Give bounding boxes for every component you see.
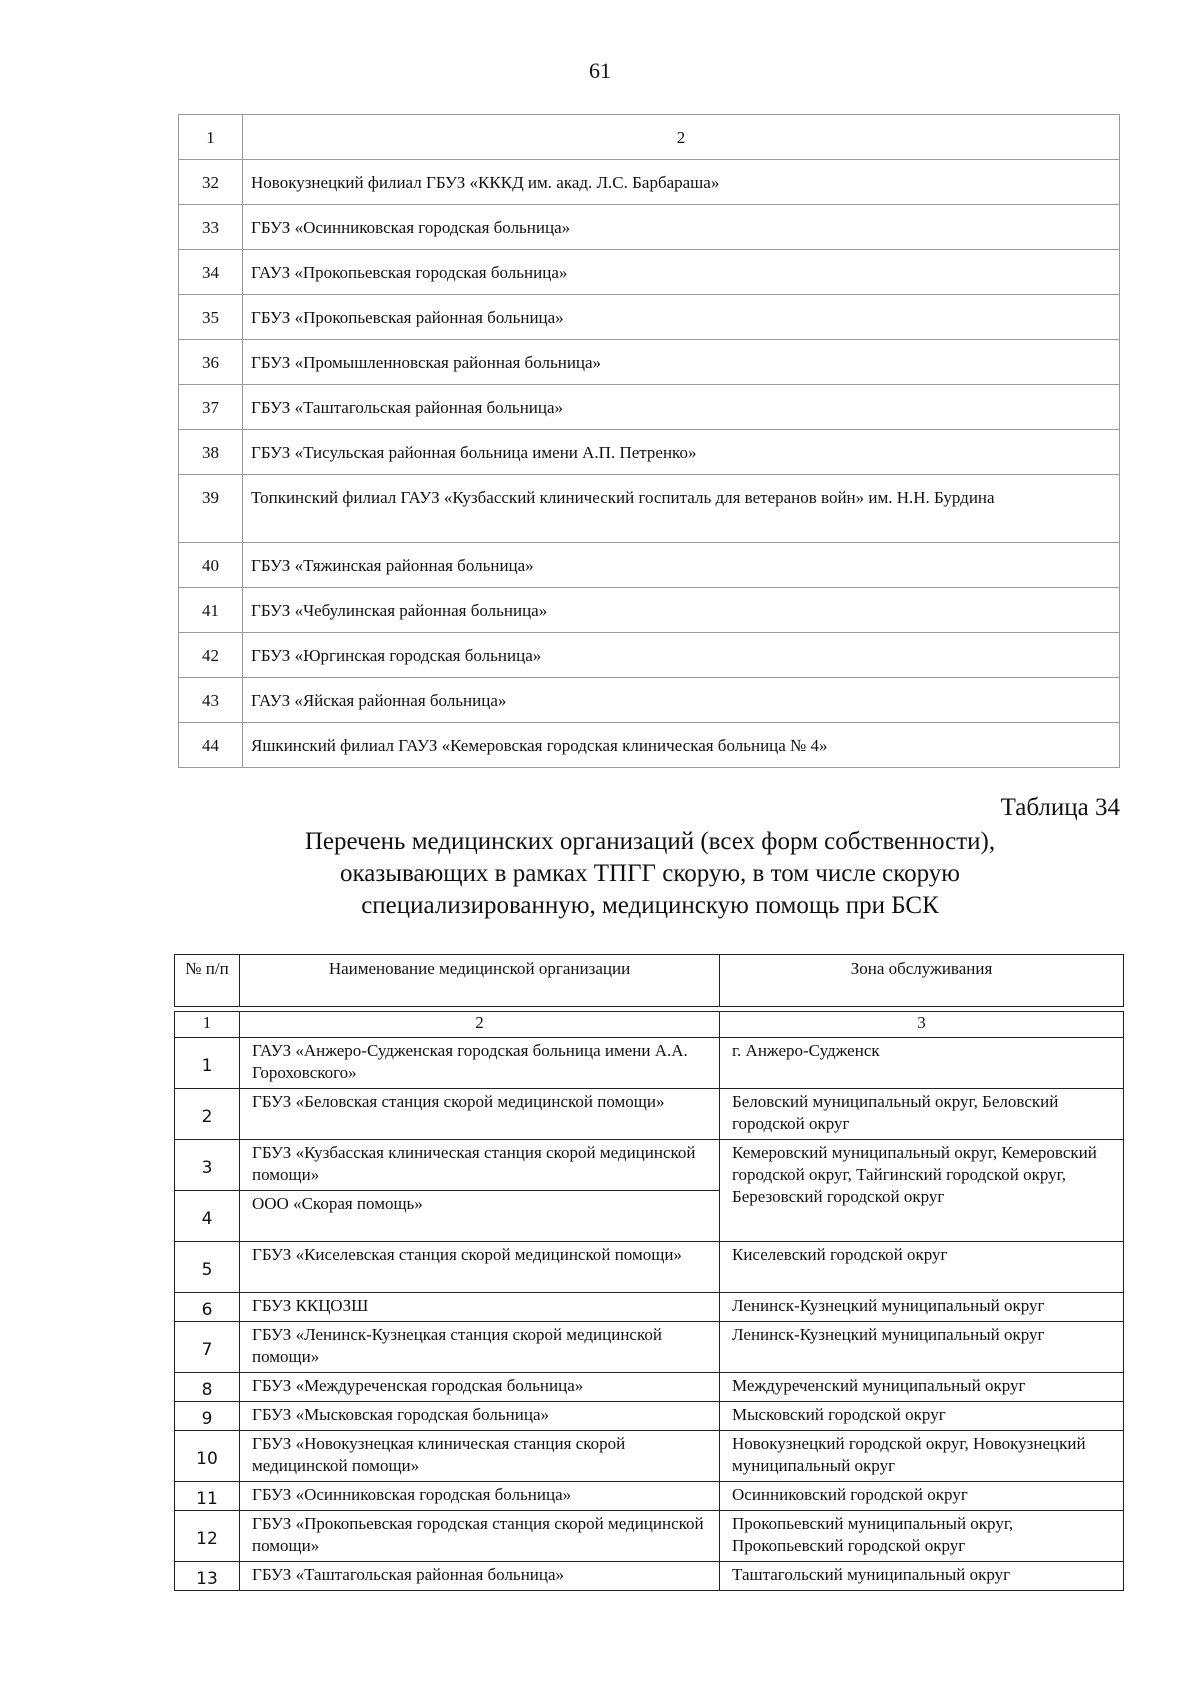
organization-name: Топкинский филиал ГАУЗ «Кузбасский клинический госпиталь для ветеранов войн» им. Н.Н. Бурдина — [243, 475, 1120, 543]
organization-name: ООО «Скорая помощь» — [240, 1191, 720, 1242]
service-zone: г. Анжеро-Судженск — [720, 1038, 1124, 1089]
organization-name: Новокузнецкий филиал ГБУЗ «КККД им. акад. Л.С. Барбараша» — [243, 160, 1120, 205]
row-number: 32 — [179, 160, 243, 205]
row-number: 43 — [179, 678, 243, 723]
row-number: 42 — [179, 633, 243, 678]
organization-name: ГБУЗ «Ленинск-Кузнецкая станция скорой медицинской помощи» — [240, 1322, 720, 1373]
header-service-zone: Зона обслуживания — [720, 955, 1124, 1007]
row-number: 41 — [179, 588, 243, 633]
table-row — [179, 205, 1120, 250]
organization-name: ГБУЗ «Новокузнецкая клиническая станция скорой медицинской помощи» — [240, 1431, 720, 1482]
table-row — [179, 160, 1120, 205]
organization-name: ГАУЗ «Прокопьевская городская больница» — [243, 250, 1120, 295]
table-row — [175, 1562, 1124, 1591]
table-row — [179, 385, 1120, 430]
service-zone: Таштагольский муниципальный округ — [720, 1562, 1124, 1591]
row-number: 44 — [179, 723, 243, 768]
service-zone: Киселевский городской округ — [720, 1242, 1124, 1293]
table-row — [175, 1038, 1124, 1089]
table-row — [179, 543, 1120, 588]
column-number-2: 2 — [240, 1012, 720, 1038]
table-title-line: специализированную, медицинскую помощь при БСК — [361, 892, 939, 919]
table-row — [175, 1242, 1124, 1293]
organization-name: ГБУЗ «Осинниковская городская больница» — [243, 205, 1120, 250]
table-header-row — [179, 115, 1120, 160]
table-row — [175, 1293, 1124, 1322]
row-number: 37 — [179, 385, 243, 430]
table-row — [175, 1511, 1124, 1562]
service-zone: Беловский муниципальный округ, Беловский городской округ — [720, 1089, 1124, 1140]
row-number: 36 — [179, 340, 243, 385]
table-title — [180, 826, 1120, 922]
organization-name: ГБУЗ «Тяжинская районная больница» — [243, 543, 1120, 588]
row-number: 11 — [175, 1482, 240, 1511]
row-number: 1 — [175, 1038, 240, 1089]
organization-name: ГБУЗ «Прокопьевская городская станция скорой медицинской помощи» — [240, 1511, 720, 1562]
table-header-row — [175, 955, 1124, 1007]
organization-name: ГАУЗ «Яйская районная больница» — [243, 678, 1120, 723]
organization-name: ГБУЗ «Чебулинская районная больница» — [243, 588, 1120, 633]
table-title-line: Перечень медицинских организаций (всех форм собственности), — [304, 828, 996, 855]
service-zone: Новокузнецкий городской округ, Новокузнецкий муниципальный округ — [720, 1431, 1124, 1482]
organization-name: ГБУЗ «Юргинская городская больница» — [243, 633, 1120, 678]
service-zone: Ленинск-Кузнецкий муниципальный округ — [720, 1293, 1124, 1322]
organization-name: Яшкинский филиал ГАУЗ «Кемеровская городская клиническая больница № 4» — [243, 723, 1120, 768]
header-organization: Наименование медицинской организации — [240, 955, 720, 1007]
table-row — [175, 1373, 1124, 1402]
organization-name: ГБУЗ «Мысковская городская больница» — [240, 1402, 720, 1431]
organization-name: ГБУЗ «Прокопьевская районная больница» — [243, 295, 1120, 340]
table-row — [179, 340, 1120, 385]
row-number: 38 — [179, 430, 243, 475]
service-zone: Мысковский городской округ — [720, 1402, 1124, 1431]
row-number: 13 — [175, 1562, 240, 1591]
row-number: 33 — [179, 205, 243, 250]
column-number-2: 2 — [243, 115, 1120, 160]
organization-name: ГБУЗ «Киселевская станция скорой медицинской помощи» — [240, 1242, 720, 1293]
table-row — [175, 1431, 1124, 1482]
table-row — [175, 1402, 1124, 1431]
row-number: 5 — [175, 1242, 240, 1293]
column-numbers-row — [175, 1012, 1124, 1038]
organization-name: ГБУЗ «Тисульская районная больница имени А.П. Петренко» — [243, 430, 1120, 475]
service-zone: Кемеровский муниципальный округ, Кемеровский городской округ, Тайгинский городской округ, Березовский городской округ — [720, 1140, 1124, 1242]
table-row — [179, 295, 1120, 340]
organization-name: ГАУЗ «Анжеро-Судженская городская больница имени А.А. Гороховского» — [240, 1038, 720, 1089]
service-zone: Междуреченский муниципальный округ — [720, 1373, 1124, 1402]
column-number-3: 3 — [720, 1012, 1124, 1038]
row-number: 4 — [175, 1191, 240, 1242]
row-number: 3 — [175, 1140, 240, 1191]
table-row — [179, 723, 1120, 768]
table-row — [179, 633, 1120, 678]
page-number: 61 — [589, 58, 611, 83]
service-zone: Прокопьевский муниципальный округ, Прокопьевский городской округ — [720, 1511, 1124, 1562]
row-number: 8 — [175, 1373, 240, 1402]
table-row — [179, 250, 1120, 295]
table-row — [179, 430, 1120, 475]
organization-name: ГБУЗ ККЦОЗШ — [240, 1293, 720, 1322]
table-row — [175, 1089, 1124, 1140]
table-34-header — [174, 954, 1124, 1007]
row-number: 40 — [179, 543, 243, 588]
row-number: 35 — [179, 295, 243, 340]
table-row — [175, 1322, 1124, 1373]
table-row — [175, 1140, 1124, 1191]
row-number: 39 — [179, 475, 243, 543]
table-row — [179, 475, 1120, 543]
organization-name: ГБУЗ «Междуреченская городская больница» — [240, 1373, 720, 1402]
row-number: 12 — [175, 1511, 240, 1562]
service-zone: Ленинск-Кузнецкий муниципальный округ — [720, 1322, 1124, 1373]
row-number: 6 — [175, 1293, 240, 1322]
organization-name: ГБУЗ «Промышленновская районная больница» — [243, 340, 1120, 385]
table-medical-organizations-continued — [178, 114, 1120, 768]
table-row — [179, 678, 1120, 723]
organization-name: ГБУЗ «Осинниковская городская больница» — [240, 1482, 720, 1511]
organization-name: ГБУЗ «Таштагольская районная больница» — [240, 1562, 720, 1591]
row-number: 7 — [175, 1322, 240, 1373]
table-row — [175, 1482, 1124, 1511]
row-number: 34 — [179, 250, 243, 295]
table-row — [179, 588, 1120, 633]
column-number-1: 1 — [179, 115, 243, 160]
table-title-line: оказывающих в рамках ТПГГ скорую, в том числе скорую — [340, 860, 960, 887]
header-number: № п/п — [175, 955, 240, 1007]
row-number: 10 — [175, 1431, 240, 1482]
row-number: 2 — [175, 1089, 240, 1140]
organization-name: ГБУЗ «Беловская станция скорой медицинской помощи» — [240, 1089, 720, 1140]
table-label: Таблица 34 — [1000, 794, 1120, 821]
column-number-1: 1 — [175, 1012, 240, 1038]
organization-name: ГБУЗ «Кузбасская клиническая станция скорой медицинской помощи» — [240, 1140, 720, 1191]
table-34 — [174, 1011, 1124, 1591]
row-number: 9 — [175, 1402, 240, 1431]
organization-name: ГБУЗ «Таштагольская районная больница» — [243, 385, 1120, 430]
service-zone: Осинниковский городской округ — [720, 1482, 1124, 1511]
